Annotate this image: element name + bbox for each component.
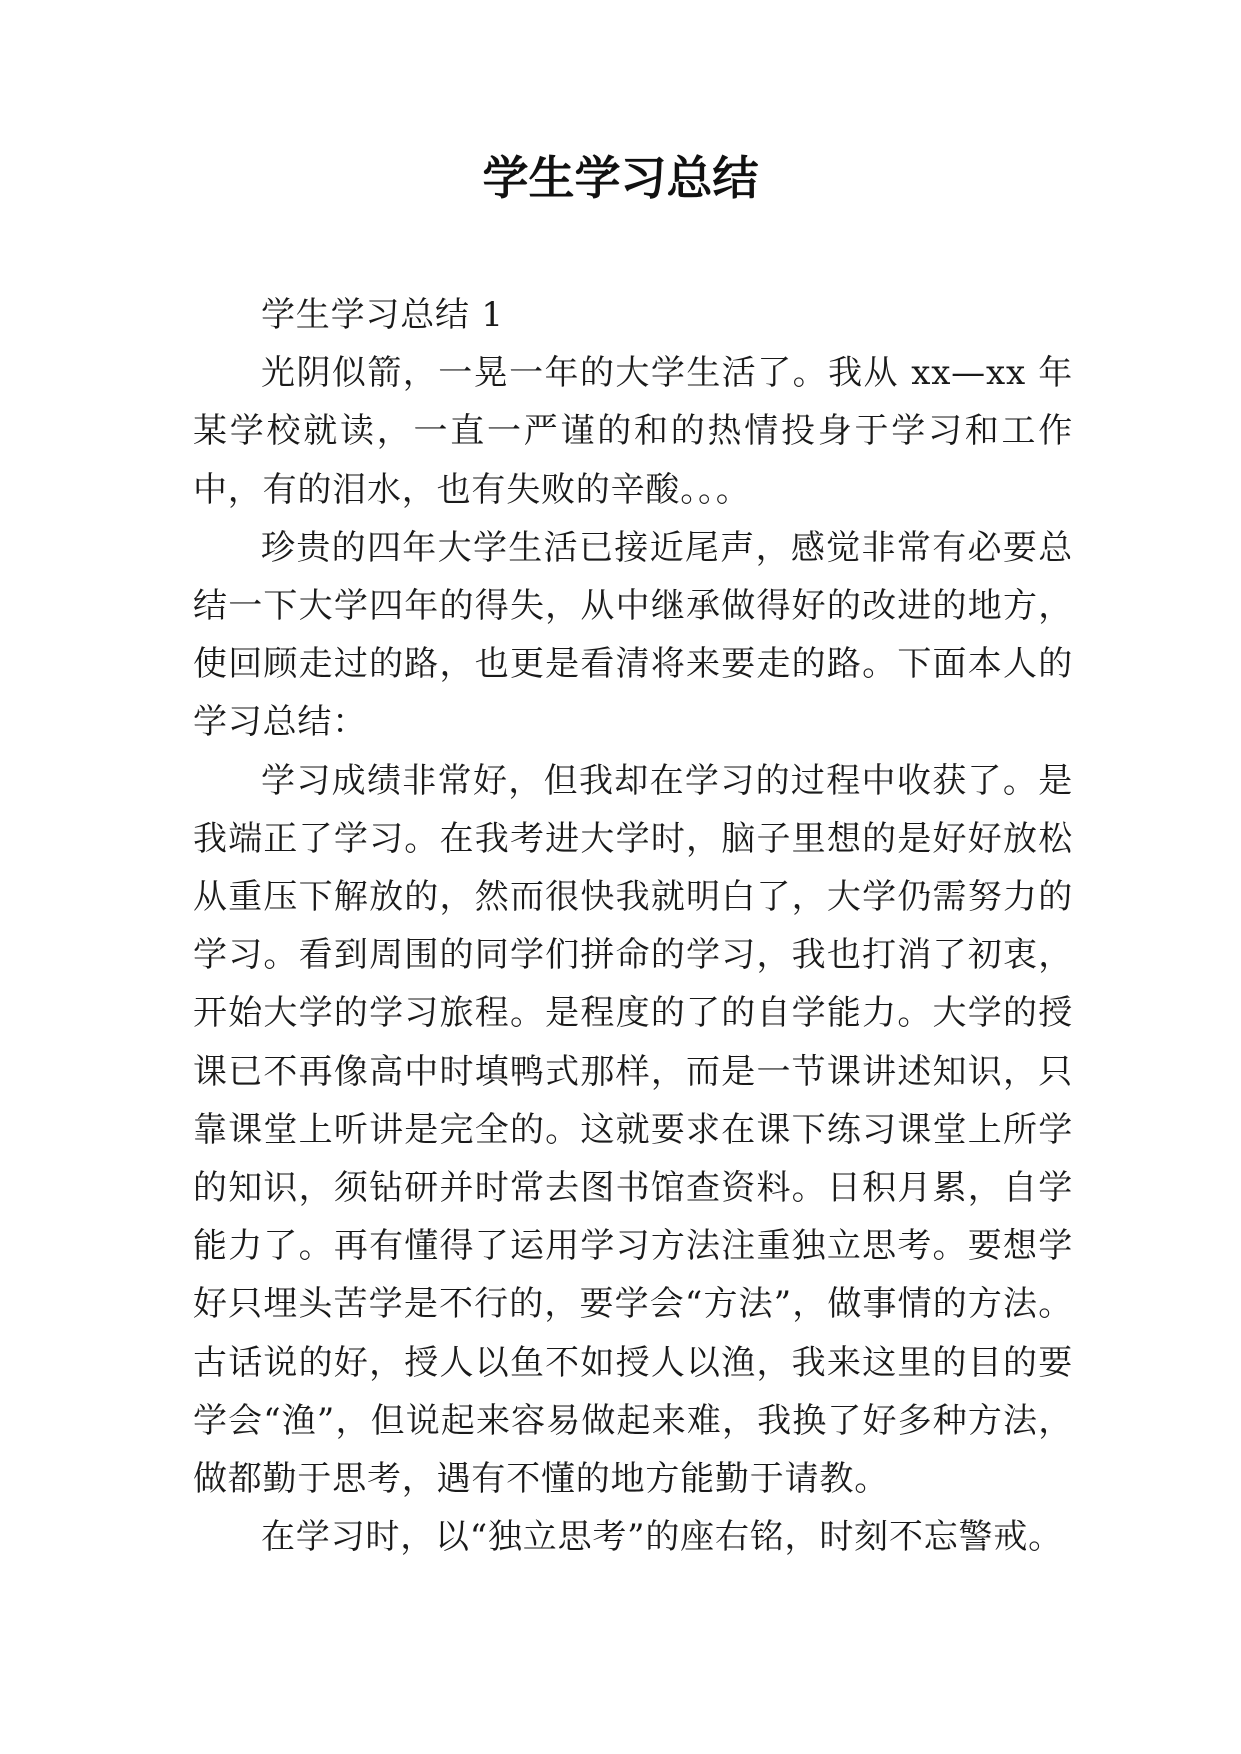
paragraph-intro: 光阴似箭，一晃一年的大学生活了。我从 xx—xx 年某学校就读，一直一严谨的和的热情投身于学习和工作中，有的泪水，也有失败的辛酸。。。 <box>193 353 1073 510</box>
paragraph-overview: 珍贵的四年大学生活已接近尾声，感觉非常有必要总结一下大学四年的得失，从中继承做得好的改进的地方，使回顾走过的路，也更是看清将来要走的路。下面本人的学习总结： <box>193 527 1073 743</box>
document-body <box>193 286 1073 1566</box>
section-heading: 学生学习总结 1 <box>261 295 504 335</box>
document-title: 学生学习总结 <box>482 151 759 205</box>
paragraph-motto: 在学习时，以“独立思考”的座右铭，时刻不忘警戒。 <box>261 1517 1063 1558</box>
paragraph-study: 学习成绩非常好，但我却在学习的过程中收获了。是我端正了学习。在我考进大学时，脑子里想的是好好放松从重压下解放的，然而很快我就明白了，大学仍需努力的学习。看到周围的同学们拼命的学习，我也打消了初衷，开始大学的学习旅程。是程度的了的自学能力。大学的授课已不再像高中时填鸭式那样，而是一节课讲述知识，只靠课堂上听讲是完全的。这就要求在课下练习课堂上所学的知识，须钻研并时常去图书馆查资料。日积月累，自学能力了。再有懂得了运用学习方法注重独立思考。要想学好只埋头苦学是不行的，要学会“方法”，做事情的方法。古话说的好，授人以鱼不如授人以渔，我来这里的目的要学会“渔”，但说起来容易做起来难，我换了好多种方法，做都勤于思考，遇有不懂的地方能勤于请教。 <box>193 760 1073 1500</box>
